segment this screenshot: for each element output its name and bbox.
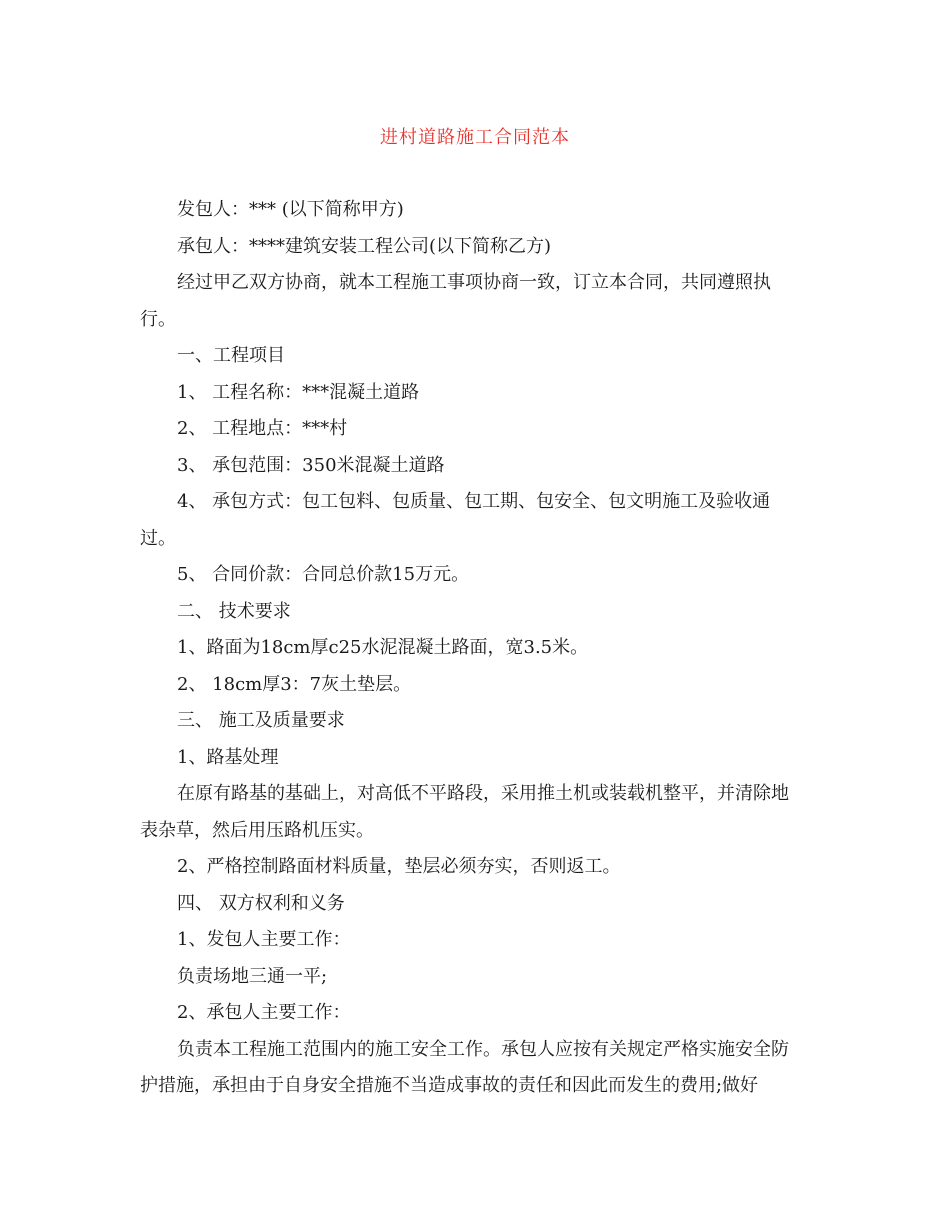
paragraph-material-quality: 2、严格控制路面材料质量，垫层必须夯实，否则返工。	[177, 856, 621, 877]
paragraph-cushion-layer: 2、 18cm厚3：7灰土垫层。	[177, 673, 412, 695]
paragraph-scope: 3、 承包范围：350米混凝土道路	[177, 454, 445, 476]
paragraph-employer-duties-heading: 1、发包人主要工作：	[177, 929, 351, 950]
paragraph-contract-price: 5、 合同价款：合同总价款15万元。	[177, 564, 470, 585]
paragraph-contractor: 承包人：****建筑安装工程公司(以下简称乙方)	[177, 235, 552, 257]
paragraph-employer-duties: 负责场地三通一平;	[177, 965, 328, 987]
document-title: 进村道路施工合同范本	[380, 127, 570, 148]
paragraph-subgrade-treatment: 在原有路基的基础上，对高低不平路段，采用推土机或装载机整平，并清除地表杂草，然后用压路机压实。	[140, 783, 789, 841]
paragraph-project-location: 2、 工程地点：***村	[177, 418, 348, 439]
section-heading-project: 一、工程项目	[177, 345, 285, 366]
paragraph-employer: 发包人：*** (以下简称甲方)	[177, 199, 404, 220]
section-heading-construction: 三、 施工及质量要求	[177, 710, 345, 731]
document-body	[140, 192, 800, 1105]
paragraph-subgrade-heading: 1、路基处理	[177, 746, 279, 768]
paragraph-project-name: 1、 工程名称：***混凝土道路	[177, 381, 420, 403]
paragraph-preamble: 经过甲乙双方协商，就本工程施工事项协商一致，订立本合同，共同遵照执行。	[140, 272, 771, 330]
paragraph-pavement: 1、路面为18cm厚c25水泥混凝土路面，宽3.5米。	[177, 637, 589, 658]
section-heading-technical: 二、 技术要求	[177, 600, 291, 622]
paragraph-contract-mode: 4、 承包方式：包工包料、包质量、包工期、包安全、包文明施工及验收通过。	[140, 491, 771, 549]
paragraph-contractor-duties: 负责本工程施工范围内的施工安全工作。承包人应按有关规定严格实施安全防护措施，承担由于自身安全措施不当造成事故的责任和因此而发生的费用;做好	[140, 1038, 789, 1096]
paragraph-contractor-duties-heading: 2、承包人主要工作：	[177, 1002, 351, 1023]
section-heading-rights: 四、 双方权利和义务	[177, 892, 345, 914]
